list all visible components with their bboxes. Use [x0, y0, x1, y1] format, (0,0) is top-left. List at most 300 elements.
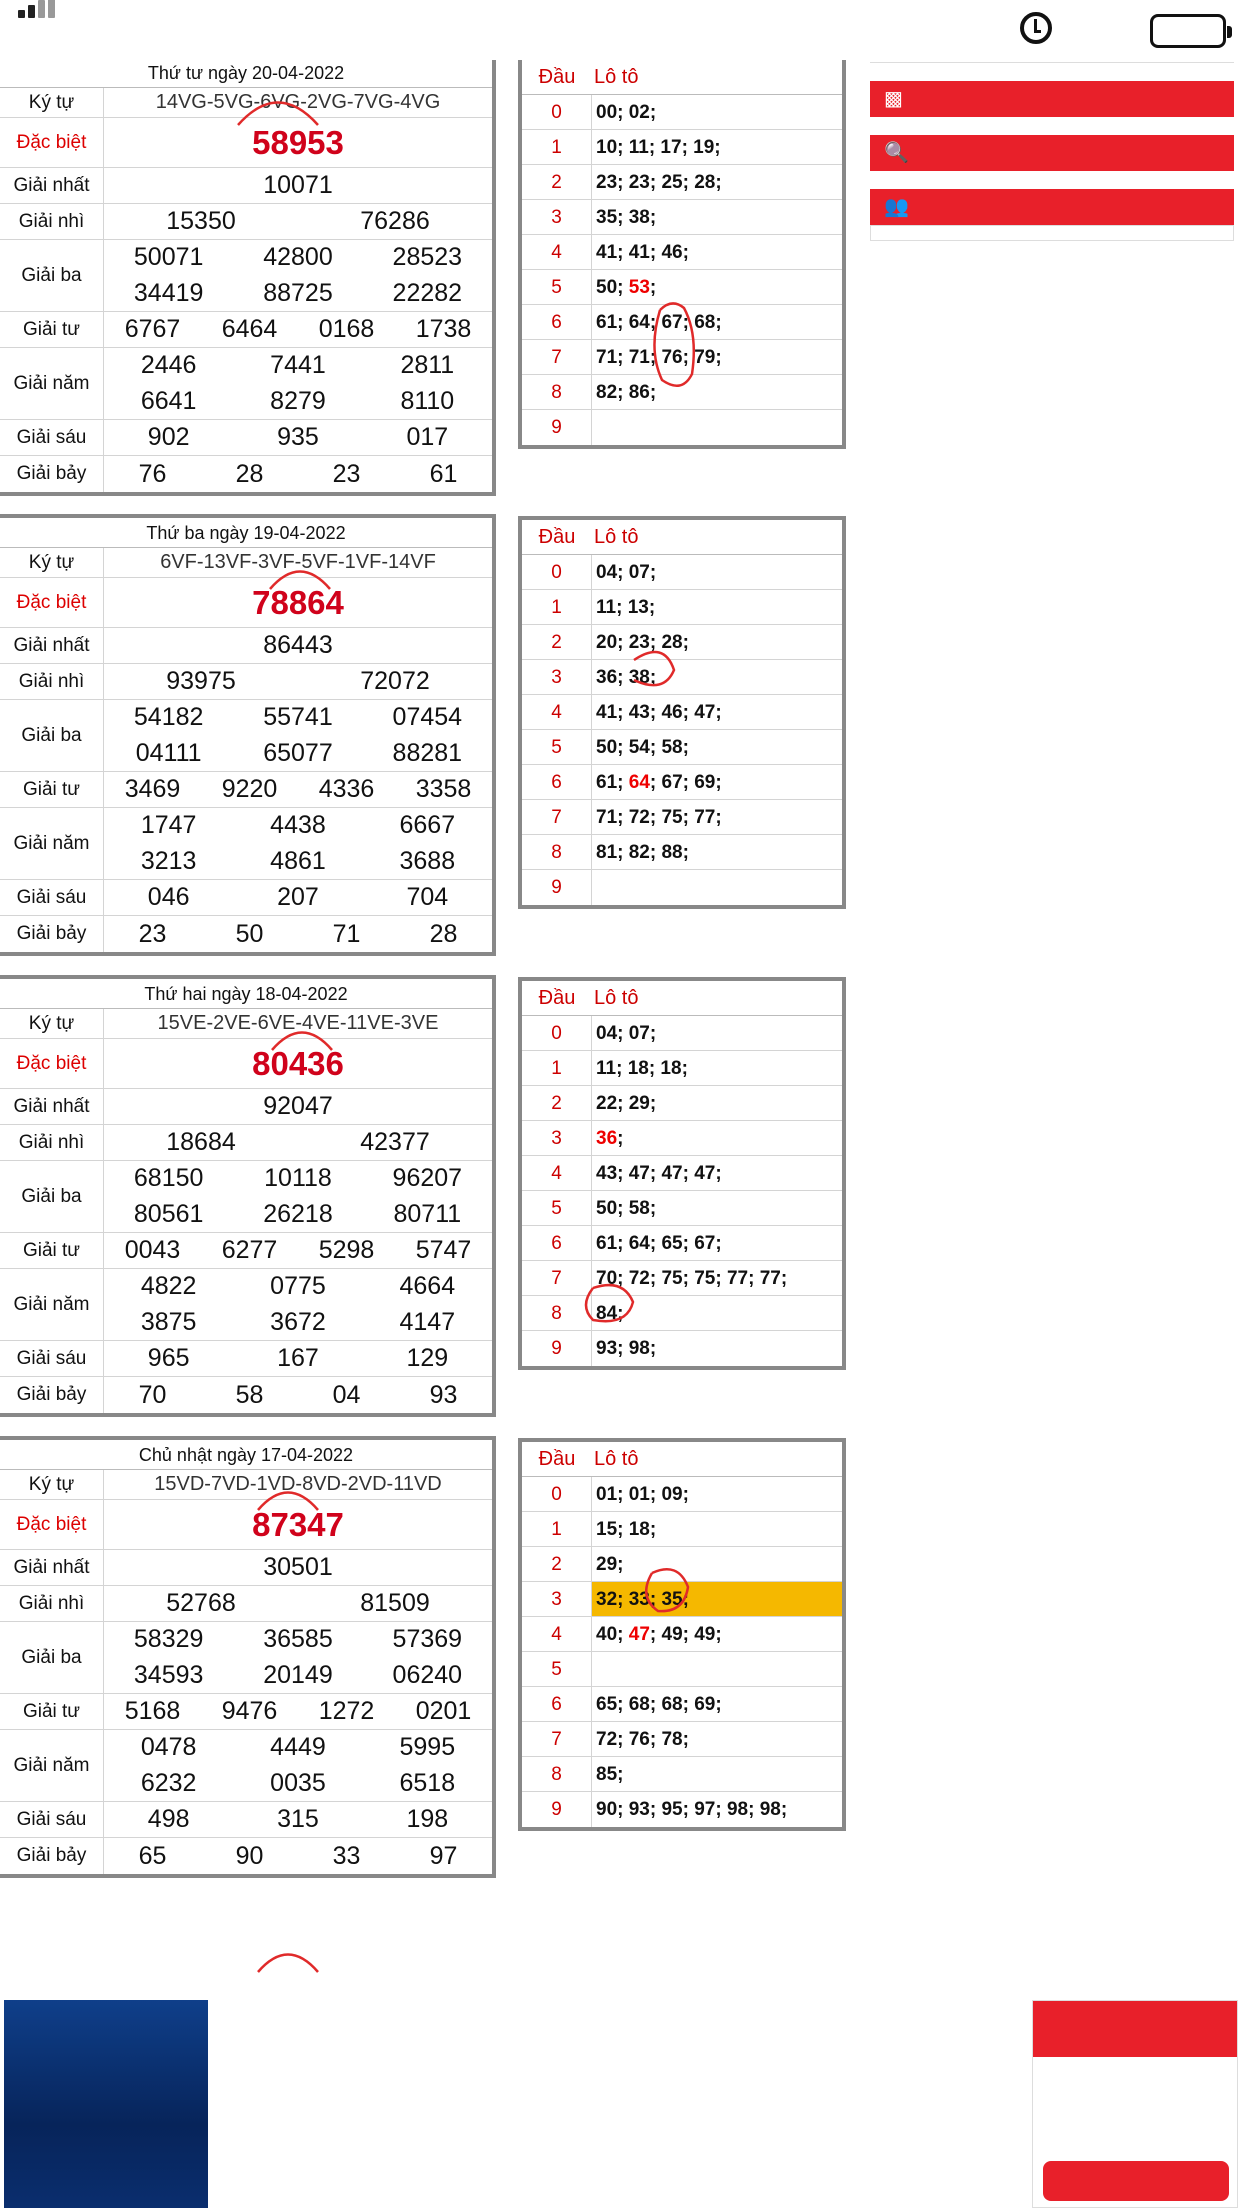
prize-label: Đặc biệt [0, 1039, 104, 1088]
prize-number: 90 [235, 1841, 264, 1870]
prize-number: 23 [332, 459, 361, 488]
draw-date: Chủ nhật ngày 17-04-2022 [0, 1440, 492, 1470]
draw-date: Thứ ba ngày 19-04-2022 [0, 518, 492, 548]
loto-values: 90; 93; 95; 97; 98; 98; [596, 1799, 788, 1820]
loto-table [518, 977, 846, 1370]
prize-number: 80436 [252, 1044, 344, 1082]
prize-label: Giải bảy [0, 1377, 104, 1413]
loto-row [522, 305, 842, 340]
loto-header: Đầu Lô tô [522, 520, 842, 555]
loto-values: 11; 13; [596, 597, 656, 618]
prize-row [0, 1039, 492, 1089]
loto-values: 50; 54; 58; [596, 737, 689, 758]
loto-head-digit: 5 [522, 1191, 592, 1225]
prize-row [0, 916, 492, 952]
prize-number: 80561 [133, 1199, 204, 1228]
loto-head-digit: 3 [522, 200, 592, 234]
prize-row [0, 240, 492, 312]
prize-row [0, 118, 492, 168]
loto-head-digit: 7 [522, 800, 592, 834]
alarm-icon [1020, 12, 1052, 44]
loto-row [522, 1086, 842, 1121]
prize-row [0, 1377, 492, 1413]
prize-number: 6667 [399, 811, 456, 840]
prize-number: 1738 [415, 315, 472, 343]
prize-number: 5298 [318, 1236, 375, 1264]
prize-number: 15350 [166, 207, 236, 235]
loto-header: Đầu Lô tô [522, 60, 842, 95]
prize-number: 86443 [263, 631, 333, 659]
prize-label: Giải sáu [0, 420, 104, 455]
prize-number: 20149 [263, 1660, 333, 1689]
loto-values: 01; 01; 09; [596, 1484, 689, 1505]
prize-number: 6767 [124, 315, 181, 343]
prize-number: 50 [235, 919, 264, 948]
prize-number: 34419 [133, 278, 204, 307]
prize-row [0, 1470, 492, 1500]
loto-head-digit: 1 [522, 130, 592, 164]
loto-values [592, 410, 596, 445]
prize-number: 72072 [360, 667, 430, 695]
loto-values: 32; 33; 35; [592, 1582, 842, 1616]
loto-values: 41; 43; 46; 47; [596, 702, 722, 723]
prize-number: 68150 [133, 1164, 204, 1193]
prize-number: 3469 [124, 775, 181, 803]
prize-label: Giải nhất [0, 168, 104, 203]
prize-number: 57369 [392, 1625, 463, 1654]
prize-row [0, 88, 492, 118]
loto-row [522, 695, 842, 730]
loto-head-digit: 1 [522, 590, 592, 624]
loto-row [522, 765, 842, 800]
prize-number: 046 [147, 883, 190, 911]
loto-head-digit: 9 [522, 870, 592, 905]
loto-head-digit: 2 [522, 165, 592, 199]
prize-number: 902 [147, 423, 190, 451]
loto-values: 65; 68; 68; 69; [596, 1694, 722, 1715]
prize-number: 1747 [140, 811, 197, 840]
prize-label: Giải nhì [0, 1125, 104, 1160]
prize-row [0, 1802, 492, 1838]
loto-values: 22; 29; [596, 1093, 657, 1114]
loto-row [522, 835, 842, 870]
prize-number: 6277 [221, 1236, 278, 1264]
loto-row [522, 375, 842, 410]
prize-row [0, 1269, 492, 1341]
loto-head-digit: 4 [522, 695, 592, 729]
results-table [0, 514, 496, 956]
prize-number: 4822 [140, 1272, 197, 1301]
prize-number: 3213 [140, 846, 197, 875]
loto-values: 43; 47; 47; 47; [596, 1163, 722, 1184]
prize-number: 93975 [166, 667, 236, 695]
prize-number: 207 [277, 883, 319, 911]
prize-row [0, 420, 492, 456]
prize-number: 3875 [140, 1307, 197, 1336]
loto-values: 35; 38; [596, 207, 657, 228]
prize-number: 88725 [263, 278, 333, 307]
loto-row [522, 1617, 842, 1652]
prize-label: Giải năm [0, 348, 104, 419]
loto-head-digit: 7 [522, 1722, 592, 1756]
prize-number: 61 [429, 459, 458, 488]
prize-number: 4449 [270, 1733, 326, 1762]
prize-number: 88281 [392, 738, 463, 767]
loto-row [522, 1757, 842, 1792]
carrier-label [76, 8, 97, 50]
prize-row [0, 312, 492, 348]
loto-row [522, 1582, 842, 1617]
prize-number: 65 [138, 1841, 167, 1870]
draw-date: Thứ hai ngày 18-04-2022 [0, 979, 492, 1009]
prize-label: Ký tự [0, 548, 104, 577]
prize-number: 80711 [393, 1199, 462, 1228]
prize-number: 3358 [415, 775, 472, 803]
prize-number: 0168 [318, 315, 375, 343]
prize-label: Ký tự [0, 1470, 104, 1499]
loto-head-digit: 2 [522, 625, 592, 659]
prize-number: 129 [406, 1344, 449, 1372]
prize-number: 92047 [263, 1092, 333, 1120]
prize-label: Giải nhất [0, 628, 104, 663]
prize-row [0, 548, 492, 578]
loto-header: Đầu Lô tô [522, 981, 842, 1016]
prize-number: 10118 [264, 1164, 332, 1193]
prize-label: Giải ba [0, 1161, 104, 1232]
loto-head-digit: 6 [522, 305, 592, 339]
prize-number: 0043 [124, 1236, 181, 1264]
loto-head-digit: 1 [522, 1051, 592, 1085]
loto-values [592, 870, 596, 905]
loto-table [518, 56, 846, 449]
prize-number: 10071 [263, 171, 333, 199]
draw-date: Thứ tư ngày 20-04-2022 [0, 58, 492, 88]
prize-label: Giải sáu [0, 1341, 104, 1376]
prize-number: 55741 [263, 703, 333, 732]
loto-values: 10; 11; 17; 19; [596, 137, 721, 158]
loto-head-digit: 4 [522, 235, 592, 269]
prize-number: 26218 [263, 1199, 333, 1228]
loto-row [522, 410, 842, 445]
prize-number: 0478 [140, 1733, 197, 1762]
loto-values: 84; [596, 1303, 624, 1324]
loto-values: 04; 07; [596, 1023, 657, 1044]
prize-number: 76 [138, 459, 167, 488]
prize-number: 4861 [270, 846, 326, 875]
loto-head-digit: 0 [522, 1477, 592, 1511]
vip-tools-header [870, 81, 1234, 117]
prize-number: 6641 [140, 386, 197, 415]
prize-number: 78864 [252, 583, 344, 621]
loto-values: 82; 86; [596, 382, 657, 403]
prize-number: 7441 [270, 351, 326, 380]
loto-head-digit: 2 [522, 1086, 592, 1120]
loto-values: 00; 02; [596, 102, 657, 123]
prize-number: 6232 [140, 1768, 197, 1797]
loto-head-digit: 4 [522, 1617, 592, 1651]
prize-row [0, 1233, 492, 1269]
prize-label: Giải bảy [0, 456, 104, 492]
loto-values [592, 1652, 596, 1686]
prize-number: 65077 [263, 738, 333, 767]
loto-head-digit: 0 [522, 95, 592, 129]
prize-number: 2811 [400, 351, 455, 380]
prize-number: 81509 [360, 1589, 430, 1617]
prize-label: Giải nhì [0, 664, 104, 699]
prize-number: 6464 [221, 315, 278, 343]
prize-row [0, 1838, 492, 1874]
loto-head-digit: 6 [522, 1687, 592, 1721]
prize-number: 1272 [318, 1697, 375, 1725]
sidebar [870, 62, 1234, 241]
loto-head-digit: 5 [522, 1652, 592, 1686]
prize-row [0, 456, 492, 492]
loto-row [522, 1261, 842, 1296]
prize-label: Giải năm [0, 808, 104, 879]
loto-row [522, 1722, 842, 1757]
loto-values: 72; 76; 78; [596, 1729, 689, 1750]
loto-row [522, 1792, 842, 1827]
prize-number: 28523 [392, 243, 463, 272]
prize-number: 198 [406, 1805, 449, 1833]
prize-label: Giải ba [0, 240, 104, 311]
prize-number: 0035 [270, 1768, 326, 1797]
loto-head-digit: 6 [522, 1226, 592, 1260]
loto-head-digit: 5 [522, 730, 592, 764]
results-table [0, 54, 496, 496]
prize-number: 965 [147, 1344, 190, 1372]
prize-row [0, 1089, 492, 1125]
loto-values: 81; 82; 88; [596, 842, 689, 863]
loto-values: 40; 47; 49; 49; [596, 1624, 722, 1645]
loto-row [522, 1156, 842, 1191]
loto-row [522, 340, 842, 375]
prize-label: Giải tư [0, 312, 104, 347]
prize-row [0, 808, 492, 880]
prize-label: Ký tự [0, 1009, 104, 1038]
loto-head-digit: 7 [522, 340, 592, 374]
loto-header: Đầu Lô tô [522, 1442, 842, 1477]
prize-number: 2446 [140, 351, 197, 380]
prize-number: 4438 [270, 811, 326, 840]
loto-row [522, 235, 842, 270]
prize-label: Ký tự [0, 88, 104, 117]
prize-row [0, 1550, 492, 1586]
loto-values: 61; 64; 67; 68; [596, 312, 722, 333]
prize-number: 28 [429, 919, 458, 948]
prize-number: 5168 [124, 1697, 181, 1725]
prize-number: 3688 [399, 846, 456, 875]
prize-number: 3672 [270, 1307, 326, 1336]
prize-number: 28 [235, 459, 264, 488]
loto-row [522, 270, 842, 305]
prize-number: 87347 [252, 1505, 344, 1543]
chart-icon: ▩ [884, 88, 903, 110]
loto-row [522, 590, 842, 625]
loto-values: 93; 98; [596, 1338, 657, 1359]
prize-row [0, 664, 492, 700]
prize-row [0, 880, 492, 916]
prize-number: 06240 [392, 1660, 463, 1689]
stats-links [870, 62, 1234, 63]
prize-number: 04 [332, 1380, 361, 1409]
prize-label: Giải tư [0, 772, 104, 807]
prize-number: 58 [235, 1380, 264, 1409]
prize-row [0, 628, 492, 664]
prize-label: Giải nhất [0, 1089, 104, 1124]
loto-row [522, 165, 842, 200]
loto-row [522, 1477, 842, 1512]
prize-label: Giải nhì [0, 1586, 104, 1621]
prize-row [0, 1622, 492, 1694]
loto-row [522, 1687, 842, 1722]
prize-label: Đặc biệt [0, 578, 104, 627]
prize-number: 97 [429, 1841, 458, 1870]
loto-head-digit: 3 [522, 1121, 592, 1155]
prize-number: 8279 [270, 386, 326, 415]
loto-row [522, 660, 842, 695]
prize-label: Giải bảy [0, 916, 104, 952]
loto-values: 23; 23; 25; 28; [596, 172, 722, 193]
prize-number: 4147 [399, 1307, 456, 1336]
loto-head-digit: 0 [522, 555, 592, 589]
prize-row [0, 1730, 492, 1802]
prize-number: 5995 [399, 1733, 456, 1762]
loto-values: 71; 71; 76; 79; [596, 347, 722, 368]
soi-cau-header [870, 135, 1234, 171]
loto-row [522, 95, 842, 130]
loto-row [522, 1331, 842, 1366]
prize-number: 22282 [392, 278, 463, 307]
prize-number: 15VE-2VE-6VE-4VE-11VE-3VE [157, 1012, 439, 1034]
prize-label: Giải ba [0, 1622, 104, 1693]
loto-row [522, 1051, 842, 1086]
prize-number: 52768 [166, 1589, 236, 1617]
prize-label: Giải nhì [0, 204, 104, 239]
loto-values: 70; 72; 75; 75; 77; 77; [596, 1268, 788, 1289]
prize-number: 04111 [135, 738, 202, 767]
prize-row [0, 1009, 492, 1039]
prize-row [0, 348, 492, 420]
prize-label: Giải tư [0, 1233, 104, 1268]
loto-table [518, 516, 846, 909]
loto-table [518, 1438, 846, 1831]
prize-number: 93 [429, 1380, 458, 1409]
status-bar [0, 0, 1242, 60]
prize-number: 23 [138, 919, 167, 948]
prize-number: 42800 [263, 243, 333, 272]
loto-head-digit: 4 [522, 1156, 592, 1190]
prize-number: 935 [277, 423, 319, 451]
prize-row [0, 1125, 492, 1161]
prize-row [0, 772, 492, 808]
loto-head-digit: 9 [522, 1792, 592, 1827]
loto-row [522, 730, 842, 765]
loto-head-digit: 8 [522, 375, 592, 409]
loto-head-digit: 9 [522, 1331, 592, 1366]
prize-label: Đặc biệt [0, 1500, 104, 1549]
prize-label: Giải tư [0, 1694, 104, 1729]
loto-values: 85; [596, 1764, 624, 1785]
loto-row [522, 1226, 842, 1261]
prize-row [0, 1694, 492, 1730]
ad-banner-left[interactable] [4, 2000, 208, 2208]
prize-number: 15VD-7VD-1VD-8VD-2VD-11VD [154, 1473, 442, 1495]
prize-row [0, 204, 492, 240]
battery-icon [1150, 14, 1226, 48]
loto-row [522, 1512, 842, 1547]
prize-row [0, 1586, 492, 1622]
loto-head-digit: 7 [522, 1261, 592, 1295]
prize-row [0, 1500, 492, 1550]
prize-number: 0775 [270, 1272, 326, 1301]
loto-values: 41; 41; 46; [596, 242, 689, 263]
loto-row [522, 1191, 842, 1226]
prize-number: 9476 [221, 1697, 278, 1725]
forum-header [870, 189, 1234, 225]
loto-values: 36; 38; [596, 667, 657, 688]
loto-row [522, 1016, 842, 1051]
prize-number: 498 [147, 1805, 190, 1833]
prize-number: 315 [277, 1805, 319, 1833]
prize-number: 34593 [133, 1660, 204, 1689]
loto-head-digit: 9 [522, 410, 592, 445]
loto-row [522, 1296, 842, 1331]
prize-number: 58953 [252, 123, 344, 161]
loto-row [522, 1547, 842, 1582]
search-icon: 🔍 [884, 142, 909, 164]
loto-values: 71; 72; 75; 77; [596, 807, 722, 828]
loto-row [522, 625, 842, 660]
prize-number: 70 [138, 1380, 167, 1409]
prize-number: 42377 [360, 1128, 430, 1156]
prize-number: 50071 [133, 243, 204, 272]
prize-number: 8110 [400, 386, 455, 415]
prize-label: Giải năm [0, 1269, 104, 1340]
prize-row [0, 168, 492, 204]
prize-number: 30501 [263, 1553, 333, 1581]
results-table [0, 975, 496, 1417]
loto-values: 04; 07; [596, 562, 657, 583]
prize-number: 9220 [221, 775, 278, 803]
prize-number: 33 [332, 1841, 361, 1870]
results-table [0, 1436, 496, 1878]
prize-row [0, 1341, 492, 1377]
ad-banner-right[interactable] [1032, 2000, 1238, 2208]
loto-head-digit: 2 [522, 1547, 592, 1581]
prize-label: Giải bảy [0, 1838, 104, 1874]
loto-values: 15; 18; [596, 1519, 657, 1540]
loto-head-digit: 3 [522, 1582, 592, 1616]
prize-number: 76286 [360, 207, 430, 235]
loto-head-digit: 6 [522, 765, 592, 799]
prize-number: 18684 [166, 1128, 236, 1156]
prize-number: 4664 [399, 1272, 456, 1301]
prize-row [0, 700, 492, 772]
loto-values: 29; [596, 1554, 624, 1575]
loto-row [522, 870, 842, 905]
prize-number: 54182 [133, 703, 204, 732]
loto-values: 20; 23; 28; [596, 632, 689, 653]
prize-number: 6518 [399, 1768, 456, 1797]
loto-values: 50; 53; [596, 277, 657, 298]
prize-number: 71 [332, 919, 361, 948]
loto-head-digit: 1 [522, 1512, 592, 1546]
loto-row [522, 200, 842, 235]
prize-row [0, 1161, 492, 1233]
prize-number: 58329 [133, 1625, 204, 1654]
loto-head-digit: 5 [522, 270, 592, 304]
